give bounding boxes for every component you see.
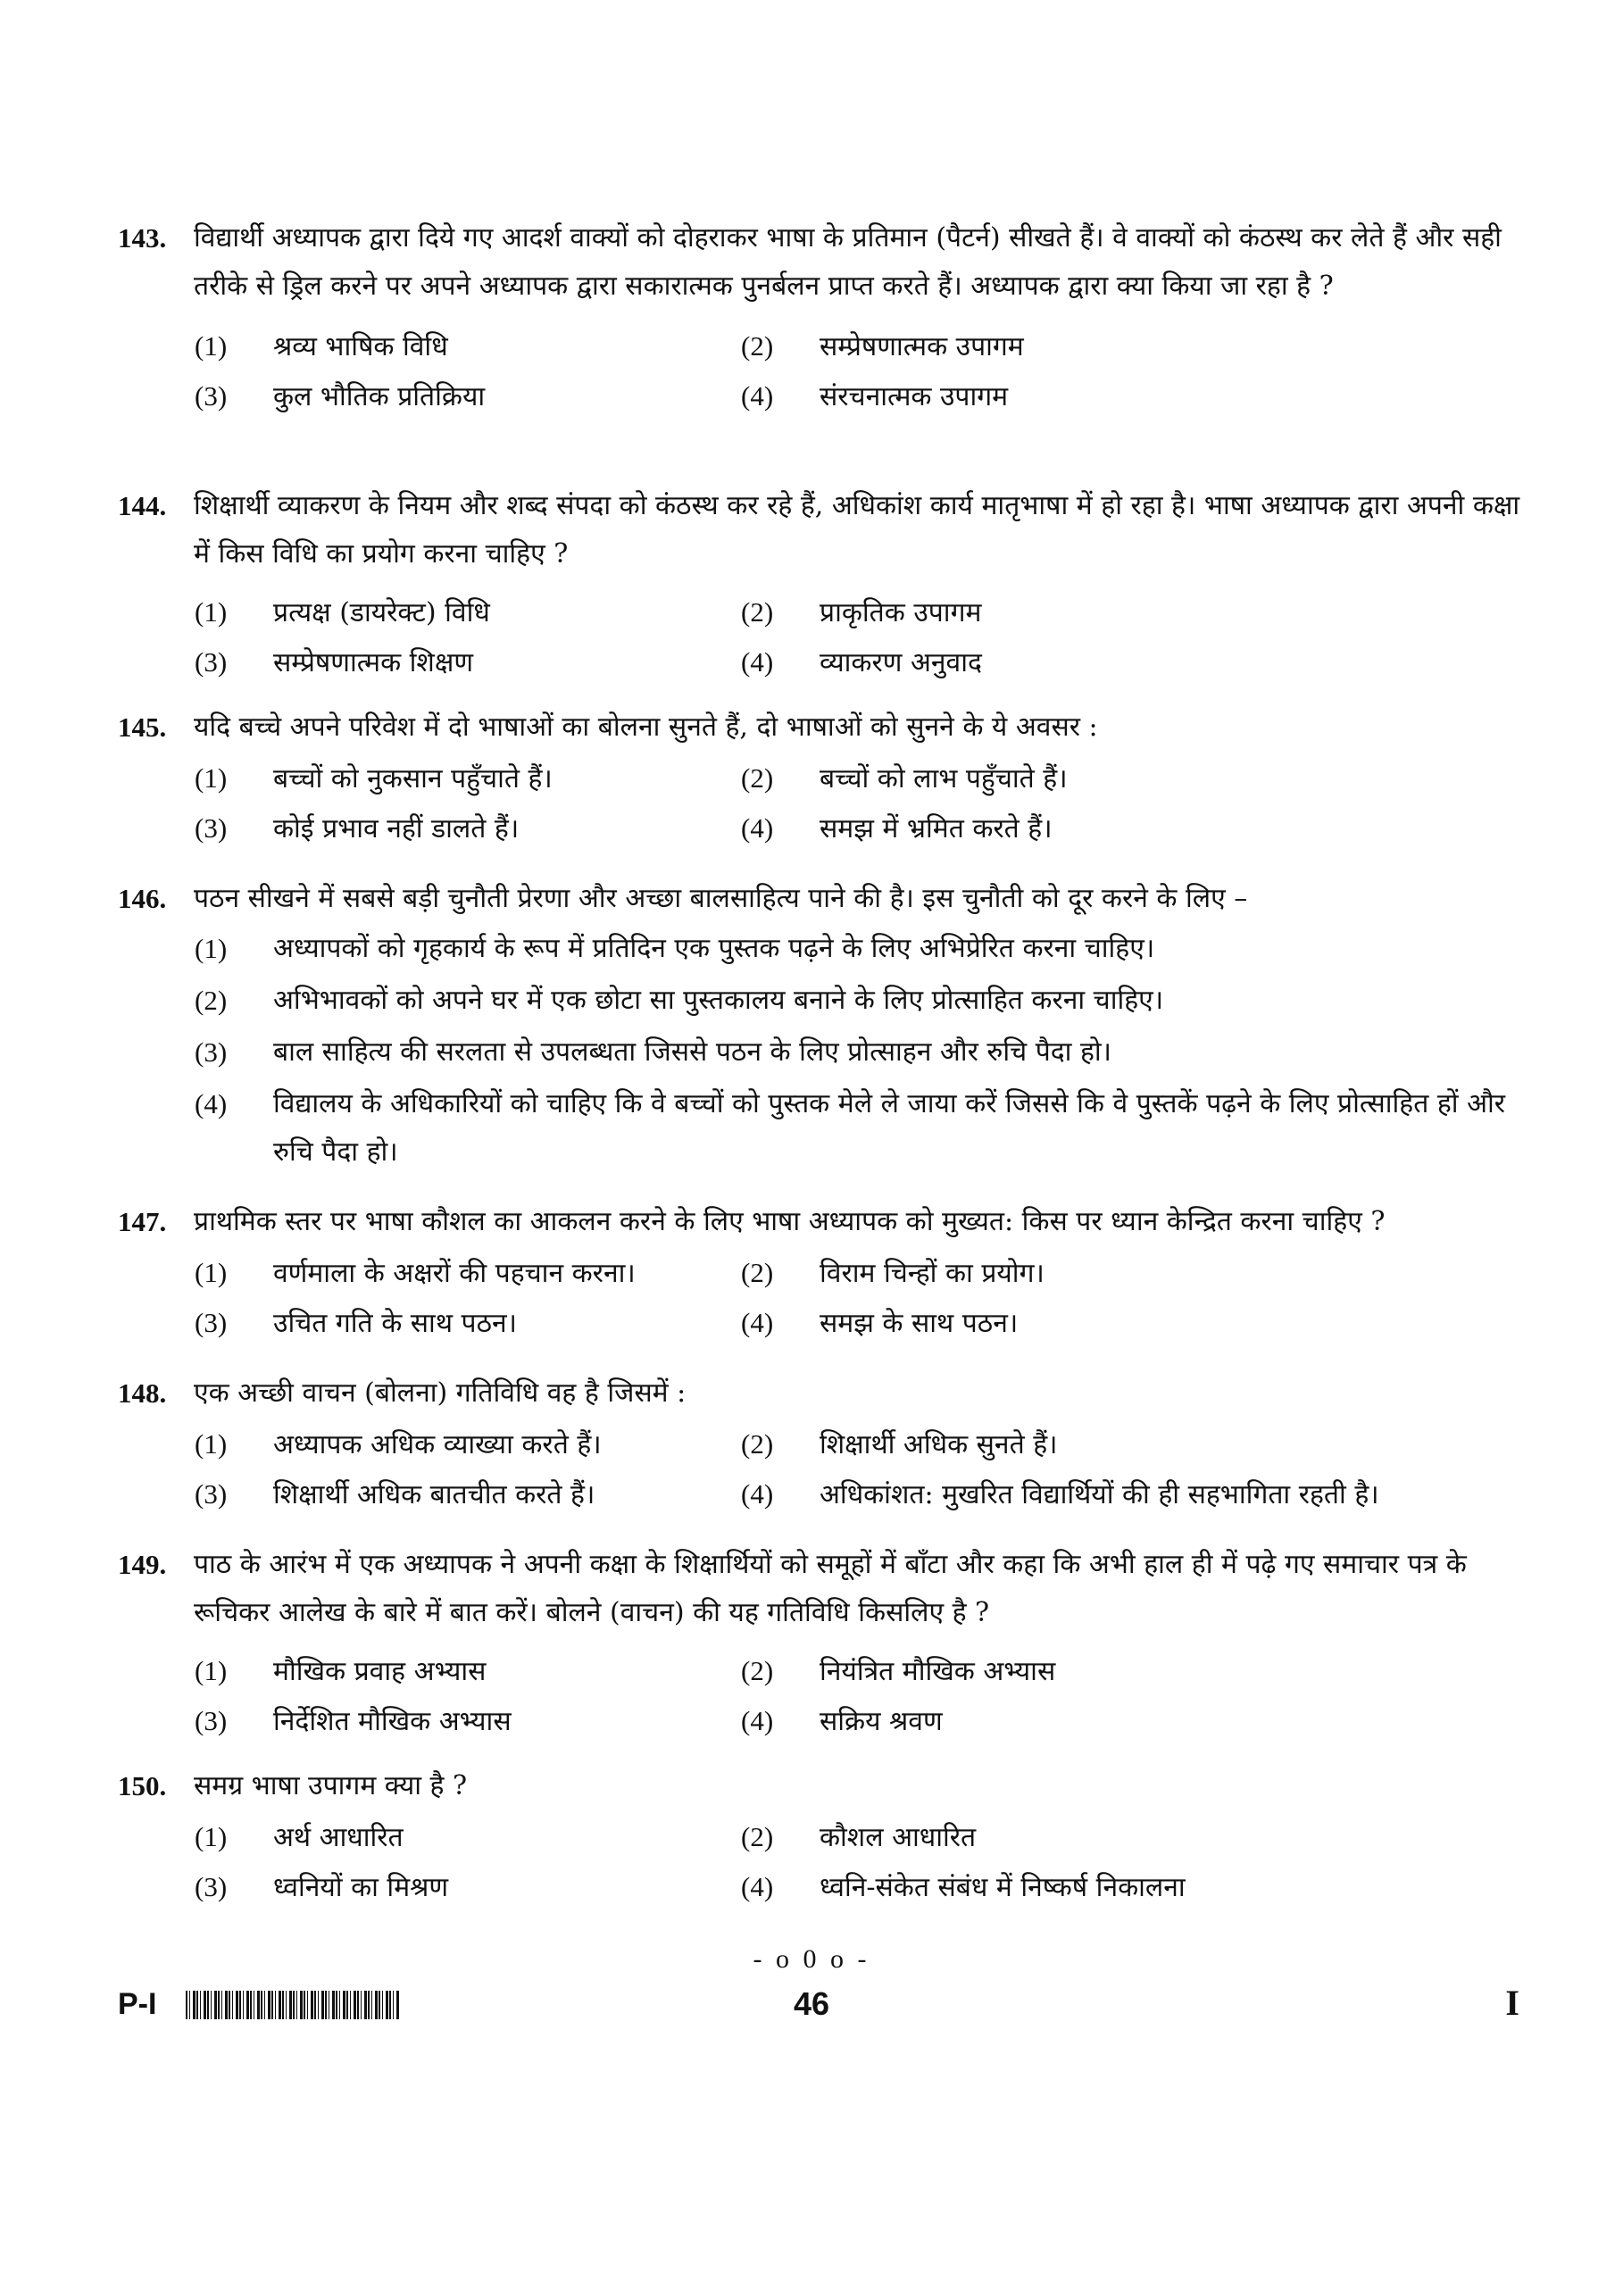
question-text: समग्र भाषा उपागम क्या है ? bbox=[194, 1770, 468, 1801]
option-1: (1) अध्यापकों को गृहकार्य के रूप में प्रतिदिन एक पुस्तक पढ़ने के लिए अभिप्रेरित करना चाहिए। bbox=[195, 933, 1155, 964]
question-text: शिक्षार्थी व्याकरण के नियम और शब्द संपदा को कंठस्थ कर रहे हैं, अधिकांश कार्य मातृभाषा में हो रहा है। भाषा अध्यापक द्वारा अपनी कक्षा में किस विधि का प्रयोग करना चाहिए ? bbox=[194, 490, 1520, 570]
option-2: (2) प्राकृतिक उपागम bbox=[741, 596, 982, 628]
option-3: (3) कुल भौतिक प्रतिक्रिया bbox=[195, 380, 486, 412]
option-2: (2) सम्प्रेषणात्मक उपागम bbox=[741, 330, 1024, 362]
option-1: (1) श्रव्य भाषिक विधि bbox=[195, 330, 448, 362]
end-of-paper-mark: - o 0 o - bbox=[753, 1944, 870, 1974]
option-3: (3) बाल साहित्य की सरलता से उपलब्धता जिससे पठन के लिए प्रोत्साहन और रुचि पैदा हो। bbox=[195, 1036, 1112, 1068]
question-number: 145. bbox=[118, 711, 167, 743]
option-4: (4) ध्वनि-संकेत संबंध में निष्कर्ष निकालना bbox=[741, 1871, 1186, 1903]
question-number: 148. bbox=[118, 1377, 167, 1409]
option-4: (4) संरचनात्मक उपागम bbox=[741, 380, 1009, 412]
option-2: (2) कौशल आधारित bbox=[741, 1821, 977, 1853]
question-number: 149. bbox=[118, 1549, 167, 1580]
question-text: एक अच्छी वाचन (बोलना) गतिविधि वह है जिसमें : bbox=[194, 1377, 687, 1409]
option-4: (4) सक्रिय श्रवण bbox=[741, 1705, 943, 1737]
option-3: (3) कोई प्रभाव नहीं डालते हैं। bbox=[195, 812, 520, 844]
question-text: यदि बच्चे अपने परिवेश में दो भाषाओं का बोलना सुनते हैं, दो भाषाओं को सुनने के ये अवसर : bbox=[194, 711, 1098, 743]
option-1: (1) प्रत्यक्ष (डायरेक्ट) विधि bbox=[195, 596, 490, 628]
option-1: (1) अर्थ आधारित bbox=[195, 1821, 404, 1853]
option-4: (4) विद्यालय के अधिकारियों को चाहिए कि वे बच्चों को पुस्तक मेले ले जाया करें जिससे कि वे पुस्तकें पढ़ने के लिए प्रोत्साहित हों और रुचि पैदा हो। bbox=[195, 1088, 1506, 1168]
question-146 bbox=[118, 875, 1528, 1180]
option-1: (1) अध्यापक अधिक व्याख्या करते हैं। bbox=[195, 1428, 602, 1460]
option-4: (4) व्याकरण अनुवाद bbox=[741, 646, 982, 678]
option-2: (2) विराम चिन्हों का प्रयोग। bbox=[741, 1257, 1045, 1289]
question-150 bbox=[118, 1762, 1528, 1912]
question-number: 144. bbox=[118, 490, 167, 521]
option-4: (4) समझ के साथ पठन। bbox=[741, 1307, 1019, 1339]
option-1: (1) वर्णमाला के अक्षरों की पहचान करना। bbox=[195, 1257, 636, 1289]
option-1: (1) बच्चों को नुकसान पहुँचाते हैं। bbox=[195, 762, 553, 794]
option-3: (3) शिक्षार्थी अधिक बातचीत करते हैं। bbox=[195, 1478, 595, 1510]
option-4: (4) समझ में भ्रमित करते हैं। bbox=[741, 812, 1053, 844]
question-147 bbox=[118, 1198, 1528, 1348]
question-148 bbox=[118, 1369, 1528, 1519]
question-145 bbox=[118, 703, 1528, 853]
option-2: (2) बच्चों को लाभ पहुँचाते हैं। bbox=[741, 762, 1068, 794]
question-149 bbox=[118, 1541, 1528, 1746]
question-number: 146. bbox=[118, 883, 167, 914]
option-3: (3) ध्वनियों का मिश्रण bbox=[195, 1871, 449, 1903]
question-text: विद्यार्थी अध्यापक द्वारा दिये गए आदर्श वाक्यों को दोहराकर भाषा के प्रतिमान (पैटर्न) सीखते हैं। वे वाक्यों को कंठस्थ कर लेते हैं और सही तरीके से ड्रिल करने पर अपने अध्यापक द्वारा सकारात्मक पुनर्बलन प्राप्त करते हैं। अध्यापक द्वारा क्या किया जा रहा है ? bbox=[194, 222, 1502, 302]
booklet-series: I bbox=[1505, 1983, 1519, 2023]
question-number: 150. bbox=[118, 1770, 167, 1801]
question-number: 143. bbox=[118, 222, 167, 254]
option-2: (2) शिक्षार्थी अधिक सुनते हैं। bbox=[741, 1428, 1058, 1460]
option-2: (2) नियंत्रित मौखिक अभ्यास bbox=[741, 1655, 1056, 1687]
page-number: 46 bbox=[793, 1985, 830, 2022]
question-144 bbox=[118, 482, 1528, 687]
question-text: पठन सीखने में सबसे बड़ी चुनौती प्रेरणा और अच्छा बालसाहित्य पाने की है। इस चुनौती को दूर करने के लिए – bbox=[194, 883, 1248, 914]
option-1: (1) मौखिक प्रवाह अभ्यास bbox=[195, 1655, 487, 1687]
option-3: (3) सम्प्रेषणात्मक शिक्षण bbox=[195, 646, 474, 678]
paper-code: P-I bbox=[118, 1987, 157, 2021]
option-3: (3) निर्देशित मौखिक अभ्यास bbox=[195, 1705, 512, 1737]
option-2: (2) अभिभावकों को अपने घर में एक छोटा सा पुस्तकालय बनाने के लिए प्रोत्साहित करना चाहिए। bbox=[195, 985, 1164, 1016]
question-text: पाठ के आरंभ में एक अध्यापक ने अपनी कक्षा के शिक्षार्थियों को समूहों में बाँटा और कहा कि अभी हाल ही में पढ़े गए समाचार पत्र के रूचिकर आलेख के बारे में बात करें। बोलने (वाचन) की यह गतिविधि किसलिए है ? bbox=[194, 1549, 1467, 1628]
question-number: 147. bbox=[118, 1206, 167, 1237]
option-3: (3) उचित गति के साथ पठन। bbox=[195, 1307, 518, 1339]
option-4: (4) अधिकांशत: मुखरित विद्यार्थियों की ही सहभागिता रहती है। bbox=[741, 1478, 1379, 1510]
question-text: प्राथमिक स्तर पर भाषा कौशल का आकलन करने के लिए भाषा अध्यापक को मुख्यत: किस पर ध्यान केन्द्रित करना चाहिए ? bbox=[194, 1206, 1386, 1237]
question-143 bbox=[118, 214, 1528, 421]
